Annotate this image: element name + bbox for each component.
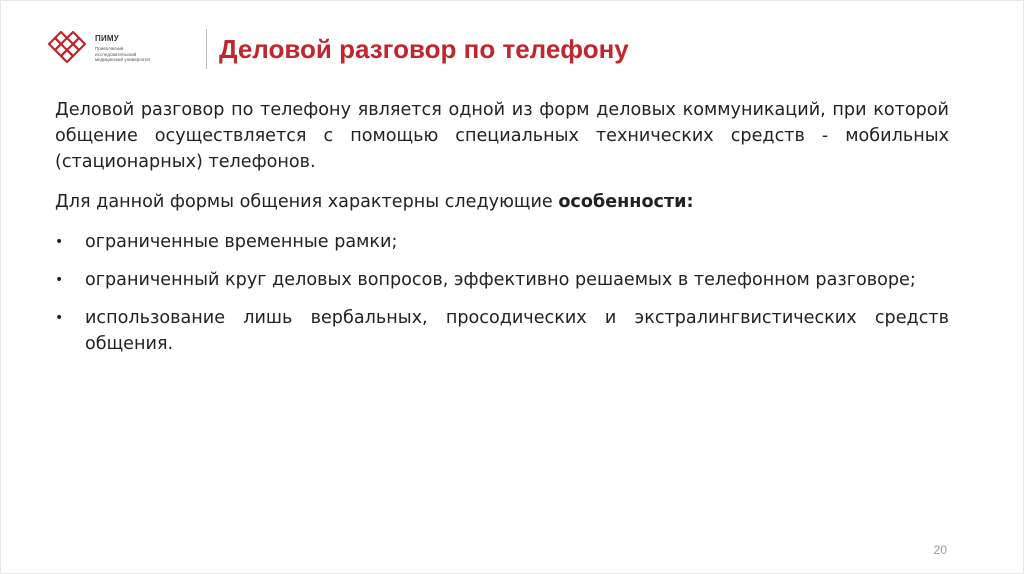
slide-header [47,27,629,71]
list-item [55,305,949,357]
list-item-text: использование лишь вербальных, просодических и экстралингвистических средств общения. [85,308,949,354]
logo-subtitle-line: исследовательский [95,51,137,57]
bullet-icon: • [55,234,64,250]
page-number: 20 [933,543,947,557]
list-item-text: ограниченные временные рамки; [85,232,398,252]
list-item-text: ограниченный круг деловых вопросов, эффективно решаемых в телефонном разговоре; [85,270,916,290]
intro-paragraph: Деловой разговор по телефону является одной из форм деловых коммуникаций, при которой общение осуществляется с помощью специальных технических средств - мобильных (стационарных) телефонов. [55,100,949,172]
logo-subtitle-line: медицинский университет [95,57,151,63]
header-divider [206,29,207,69]
list-item [55,267,949,293]
logo-name: ПИМУ [95,33,119,43]
pimu-logo-icon [47,29,87,69]
bullet-icon: • [55,272,64,288]
page-title: Деловой разговор по телефону [219,33,629,64]
lead-paragraph [55,189,949,215]
list-item [55,229,949,255]
lead-text: Для данной формы общения характерны следующие [55,192,559,212]
logo-text [95,35,200,63]
slide-body [55,97,949,369]
bullet-icon: • [55,310,64,326]
features-list [55,229,949,357]
logo-subtitle-line: Приволжский [95,45,124,51]
lead-bold-text: особенности: [558,192,694,212]
